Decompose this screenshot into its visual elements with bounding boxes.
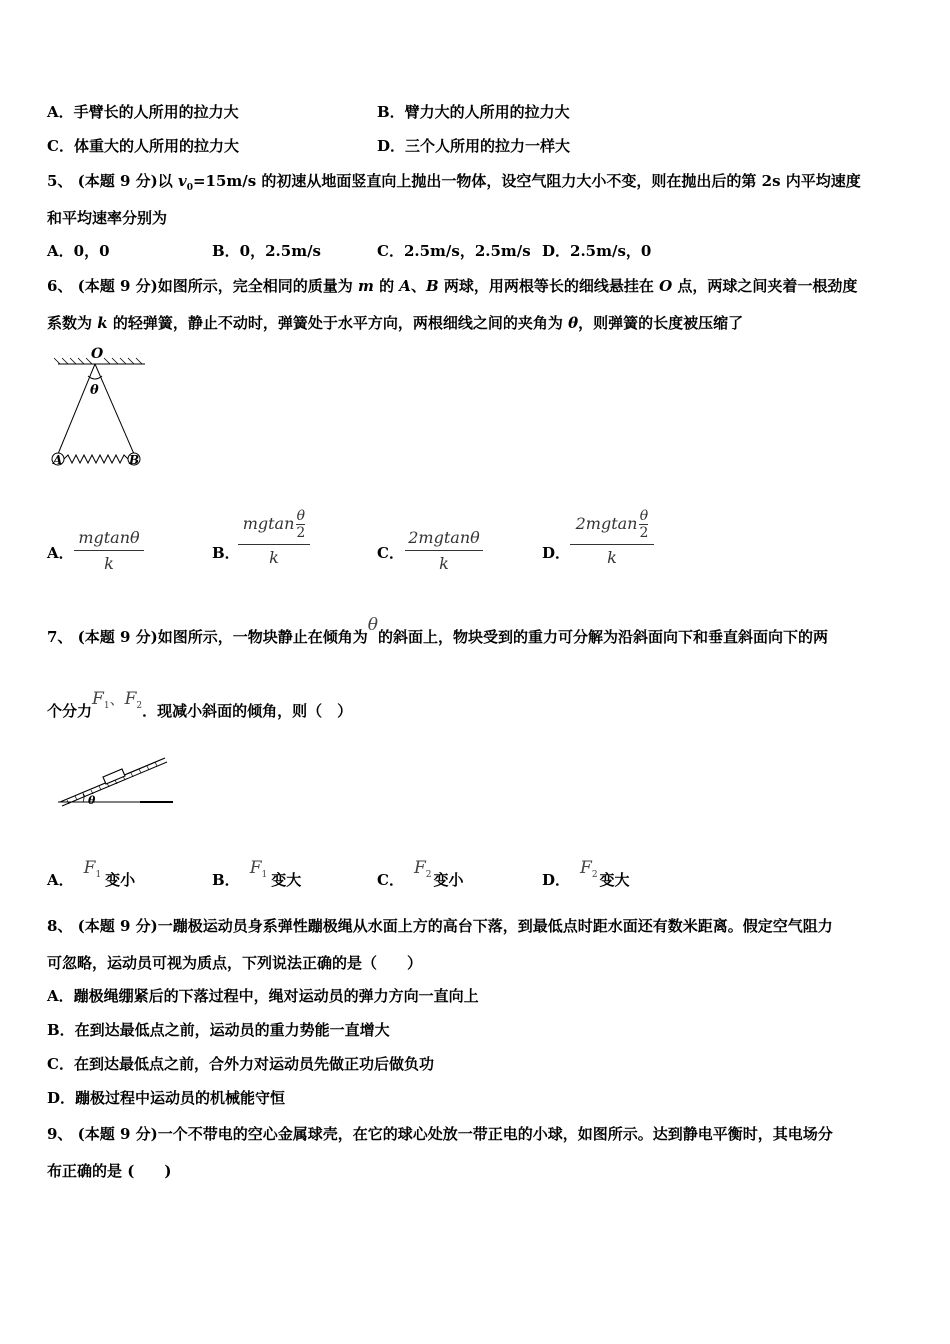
q6-fig-label-theta: θ bbox=[90, 383, 99, 398]
q8-option-a: A．蹦极绳绷紧后的下落过程中，绳对运动员的弹力方向一直向上 bbox=[47, 987, 479, 1005]
q7-option-b: B．$F_1$ 变大 bbox=[212, 858, 302, 889]
q6-pendulum-spring-figure bbox=[50, 342, 160, 477]
q6-option-d-label: D． bbox=[542, 544, 571, 562]
q5-stem-line2: 和平均速率分别为 bbox=[47, 209, 168, 227]
q6-option-c-formula: 2mgtanθ k bbox=[405, 528, 483, 573]
q6-stem-line2: 系数为 k 的轻弹簧，静止不动时，弹簧处于水平方向，两根细线之间的夹角为 θ，则弹簧的长度被压缩了 bbox=[47, 314, 744, 332]
q6-option-b-formula: mgtan $\frac{\theta}{2}$ k bbox=[238, 508, 310, 567]
q5-option-c: C．2.5m/s，2.5m/s bbox=[377, 242, 531, 260]
q8-option-b: B．在到达最低点之前，运动员的重力势能一直增大 bbox=[47, 1021, 390, 1039]
q9-stem-line1: 9、 (本题 9 分)一个不带电的空心金属球壳，在它的球心处放一带正电的小球，如图所示。达到静电平衡时，其电场分 bbox=[47, 1125, 833, 1143]
q8-option-c: C．在到达最低点之前，合外力对运动员先做正功后做负功 bbox=[47, 1055, 434, 1073]
q8-stem-line1: 8、 (本题 9 分)一蹦极运动员身系弹性蹦极绳从水面上方的高台下落，到最低点时距水面还有数米距离。假定空气阻力 bbox=[47, 917, 833, 935]
q6-option-d-formula: 2mgtan $\frac{\theta}{2}$ k bbox=[570, 508, 654, 567]
q7-option-d: D．$F_2$ 变大 bbox=[542, 858, 630, 889]
q4-option-d: D．三个人所用的拉力一样大 bbox=[377, 137, 571, 155]
q6-option-b-label: B． bbox=[212, 544, 240, 562]
q6-fig-label-b: B bbox=[129, 453, 140, 467]
q7-option-c: C．$F_2$ 变小 bbox=[377, 858, 464, 889]
q7-incline-figure bbox=[55, 750, 180, 810]
q6-option-a-formula: mgtanθ k bbox=[74, 528, 144, 573]
q9-stem-line2: 布正确的是 ( ) bbox=[47, 1162, 172, 1180]
q6-fig-label-o: O bbox=[91, 346, 104, 362]
q6-option-a-label: A． bbox=[47, 544, 74, 562]
q5-stem-line1: 5、 (本题 9 分)以 $v_0=15m/s$ 的初速从地面竖直向上抛出一物体，设空气阻力大小不变，则在抛出后的第 2s 内平均速度 bbox=[47, 172, 861, 193]
q5-option-b: B．0，2.5m/s bbox=[212, 242, 322, 260]
q6-option-c-label: C． bbox=[377, 544, 404, 562]
q5-option-a: A．0，0 bbox=[47, 242, 110, 260]
q5-option-d: D．2.5m/s，0 bbox=[542, 242, 652, 260]
q7-fig-label-theta: θ bbox=[88, 794, 96, 807]
q4-option-a: A．手臂长的人所用的拉力大 bbox=[47, 103, 239, 121]
q6-stem-line1: 6、 (本题 9 分)如图所示，完全相同的质量为 m 的 A、B 两球，用两根等长的细线悬挂在 O 点，两球之间夹着一根劲度 bbox=[47, 277, 858, 295]
q4-option-b: B．臂力大的人所用的拉力大 bbox=[377, 103, 570, 121]
q7-stem-line1: 7、 (本题 9 分)如图所示，一物块静止在倾角为θ的斜面上，物块受到的重力可分解为沿斜面向下和垂直斜面向下的两 bbox=[47, 615, 829, 646]
q7-option-a: A．$F_1$ 变小 bbox=[47, 858, 136, 889]
q7-stem-line2: 个分力$F_1$、$F_2$．现减小斜面的倾角，则（ ） bbox=[47, 689, 353, 720]
q8-stem-line2: 可忽略，运动员可视为质点，下列说法正确的是（ ） bbox=[47, 954, 423, 972]
q4-option-c: C．体重大的人所用的拉力大 bbox=[47, 137, 239, 155]
q6-fig-label-a: A bbox=[53, 453, 63, 467]
q8-option-d: D．蹦极过程中运动员的机械能守恒 bbox=[47, 1089, 286, 1107]
